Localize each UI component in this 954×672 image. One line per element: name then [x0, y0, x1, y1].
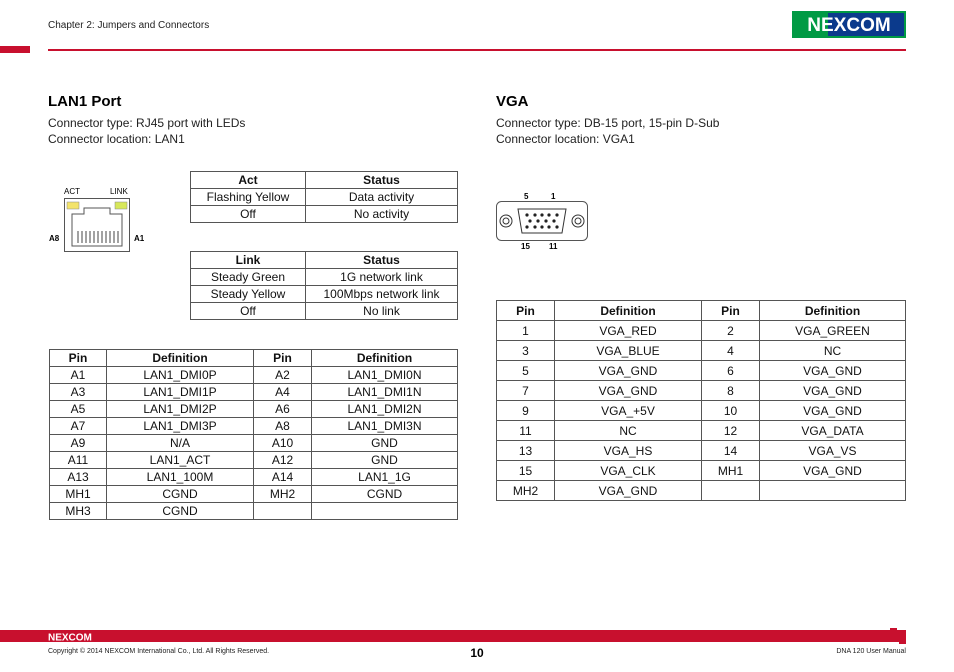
table-cell: 13 [497, 441, 555, 461]
table-cell: MH2 [254, 486, 312, 503]
table-cell: 8 [702, 381, 760, 401]
table-cell: No link [306, 303, 458, 320]
table-cell: A3 [50, 384, 107, 401]
table-cell: 7 [497, 381, 555, 401]
table-cell: Off [191, 303, 306, 320]
table-cell: 11 [497, 421, 555, 441]
header-accent-block [0, 46, 30, 53]
table-cell: A4 [254, 384, 312, 401]
table-cell: LAN1_DMI0N [312, 367, 458, 384]
vga-pin-1-label: 1 [551, 192, 556, 201]
table-row [50, 469, 458, 486]
table-header: Pin [702, 301, 760, 321]
table-header: Definition [760, 301, 906, 321]
table-cell [312, 503, 458, 520]
rj45-pin-a1-label: A1 [134, 234, 145, 243]
table-header: Definition [107, 350, 254, 367]
table-row [497, 381, 906, 401]
table-cell: 3 [497, 341, 555, 361]
table-cell: VGA_VS [760, 441, 906, 461]
table-cell: No activity [306, 206, 458, 223]
table-row [50, 384, 458, 401]
table-header: Pin [254, 350, 312, 367]
table-header: Definition [555, 301, 702, 321]
table-header: Act [191, 172, 306, 189]
table-row [50, 435, 458, 452]
header-rule [48, 49, 906, 51]
link-led-table [190, 251, 458, 320]
table-cell [760, 481, 906, 501]
table-cell: A1 [50, 367, 107, 384]
lan-connector-location: Connector location: LAN1 [48, 132, 185, 146]
table-cell: Off [191, 206, 306, 223]
table-cell: Steady Yellow [191, 286, 306, 303]
table-cell: N/A [107, 435, 254, 452]
vga-pin-15-label: 15 [521, 242, 530, 251]
vga-pin-5-label: 5 [524, 192, 529, 201]
table-cell: VGA_GND [760, 401, 906, 421]
table-cell: A6 [254, 401, 312, 418]
table-cell: VGA_DATA [760, 421, 906, 441]
table-cell: LAN1_DMI1P [107, 384, 254, 401]
table-cell [254, 503, 312, 520]
table-cell: LAN1_DMI1N [312, 384, 458, 401]
table-header-row [497, 301, 906, 321]
table-row [50, 418, 458, 435]
table-row [191, 303, 458, 320]
table-row [497, 361, 906, 381]
table-cell: LAN1_ACT [107, 452, 254, 469]
table-cell: LAN1_100M [107, 469, 254, 486]
table-cell: 100Mbps network link [306, 286, 458, 303]
lan-section-title: LAN1 Port [48, 93, 122, 110]
table-cell: LAN1_DMI3P [107, 418, 254, 435]
footer-logo-text: NEXCOM [48, 632, 92, 641]
vga-section-title: VGA [496, 93, 529, 110]
table-cell: MH1 [50, 486, 107, 503]
table-cell: MH3 [50, 503, 107, 520]
table-header-row [50, 350, 458, 367]
table-cell: Flashing Yellow [191, 189, 306, 206]
table-row [497, 341, 906, 361]
table-header: Pin [50, 350, 107, 367]
table-cell: A11 [50, 452, 107, 469]
table-row [191, 206, 458, 223]
table-cell: VGA_GND [555, 361, 702, 381]
table-row [497, 481, 906, 501]
table-row [50, 503, 458, 520]
table-cell: 6 [702, 361, 760, 381]
chapter-title: Chapter 2: Jumpers and Connectors [48, 20, 210, 31]
table-cell: VGA_GND [555, 381, 702, 401]
copyright-text: Copyright © 2014 NEXCOM International Co., Ltd. All Rights Reserved. [48, 648, 270, 655]
act-led-table [190, 171, 458, 223]
table-cell: VGA_+5V [555, 401, 702, 421]
vga-pin-table [496, 300, 906, 501]
table-cell: 15 [497, 461, 555, 481]
table-cell: GND [312, 452, 458, 469]
footer-bar [0, 630, 906, 642]
table-header-row [191, 252, 458, 269]
table-row [497, 321, 906, 341]
table-cell: 1 [497, 321, 555, 341]
table-cell: GND [312, 435, 458, 452]
table-header-row [191, 172, 458, 189]
table-cell: VGA_HS [555, 441, 702, 461]
table-cell: A14 [254, 469, 312, 486]
table-cell: 2 [702, 321, 760, 341]
rj45-connector-diagram [64, 198, 130, 252]
table-cell: Steady Green [191, 269, 306, 286]
table-row [497, 421, 906, 441]
table-cell: CGND [107, 486, 254, 503]
db15-connector-diagram [496, 201, 588, 241]
lan-pin-table [49, 349, 458, 520]
table-cell: LAN1_DMI0P [107, 367, 254, 384]
vga-pin-11-label: 11 [549, 242, 558, 251]
table-row [50, 367, 458, 384]
table-row [191, 189, 458, 206]
table-cell: LAN1_DMI2P [107, 401, 254, 418]
table-header: Definition [312, 350, 458, 367]
table-cell: 1G network link [306, 269, 458, 286]
table-row [50, 401, 458, 418]
act-led-label: ACT [64, 187, 80, 196]
footer-nexcom-logo [48, 632, 108, 641]
table-cell: 5 [497, 361, 555, 381]
table-cell: MH1 [702, 461, 760, 481]
table-cell: CGND [312, 486, 458, 503]
table-cell: NC [555, 421, 702, 441]
table-row [497, 461, 906, 481]
table-row [50, 452, 458, 469]
table-header: Status [306, 252, 458, 269]
nexcom-logo [792, 11, 906, 38]
link-led-label: LINK [110, 187, 128, 196]
table-cell [702, 481, 760, 501]
table-row [497, 441, 906, 461]
table-row [50, 486, 458, 503]
table-cell: A13 [50, 469, 107, 486]
table-cell: VGA_GREEN [760, 321, 906, 341]
table-cell: VGA_GND [760, 461, 906, 481]
rj45-pin-a8-label: A8 [49, 234, 60, 243]
table-cell: 4 [702, 341, 760, 361]
table-cell: VGA_BLUE [555, 341, 702, 361]
table-cell: 9 [497, 401, 555, 421]
table-header: Pin [497, 301, 555, 321]
table-cell: A10 [254, 435, 312, 452]
table-cell: Data activity [306, 189, 458, 206]
table-cell: VGA_CLK [555, 461, 702, 481]
table-header: Status [306, 172, 458, 189]
table-cell: LAN1_DMI3N [312, 418, 458, 435]
manual-name: DNA 120 User Manual [836, 648, 906, 655]
table-cell: CGND [107, 503, 254, 520]
table-cell: A5 [50, 401, 107, 418]
table-cell: VGA_GND [555, 481, 702, 501]
table-cell: VGA_GND [760, 381, 906, 401]
footer-square-decoration [899, 637, 906, 644]
table-cell: 10 [702, 401, 760, 421]
table-cell: A9 [50, 435, 107, 452]
page-number: 10 [470, 646, 484, 660]
vga-connector-location: Connector location: VGA1 [496, 132, 635, 146]
table-row [191, 269, 458, 286]
table-cell: LAN1_1G [312, 469, 458, 486]
link-led [115, 202, 127, 209]
table-cell: A7 [50, 418, 107, 435]
table-header: Link [191, 252, 306, 269]
vga-connector-type: Connector type: DB-15 port, 15-pin D-Sub [496, 116, 720, 130]
table-cell: VGA_RED [555, 321, 702, 341]
table-cell: A2 [254, 367, 312, 384]
table-row [191, 286, 458, 303]
logo-text: NEXCOM [807, 15, 891, 36]
table-cell: VGA_GND [760, 361, 906, 381]
footer-square-decoration [890, 628, 897, 635]
table-cell: MH2 [497, 481, 555, 501]
lan-connector-type: Connector type: RJ45 port with LEDs [48, 116, 246, 130]
act-led [67, 202, 79, 209]
table-row [497, 401, 906, 421]
table-cell: A8 [254, 418, 312, 435]
table-cell: NC [760, 341, 906, 361]
table-cell: A12 [254, 452, 312, 469]
table-cell: 12 [702, 421, 760, 441]
table-cell: LAN1_DMI2N [312, 401, 458, 418]
table-cell: 14 [702, 441, 760, 461]
